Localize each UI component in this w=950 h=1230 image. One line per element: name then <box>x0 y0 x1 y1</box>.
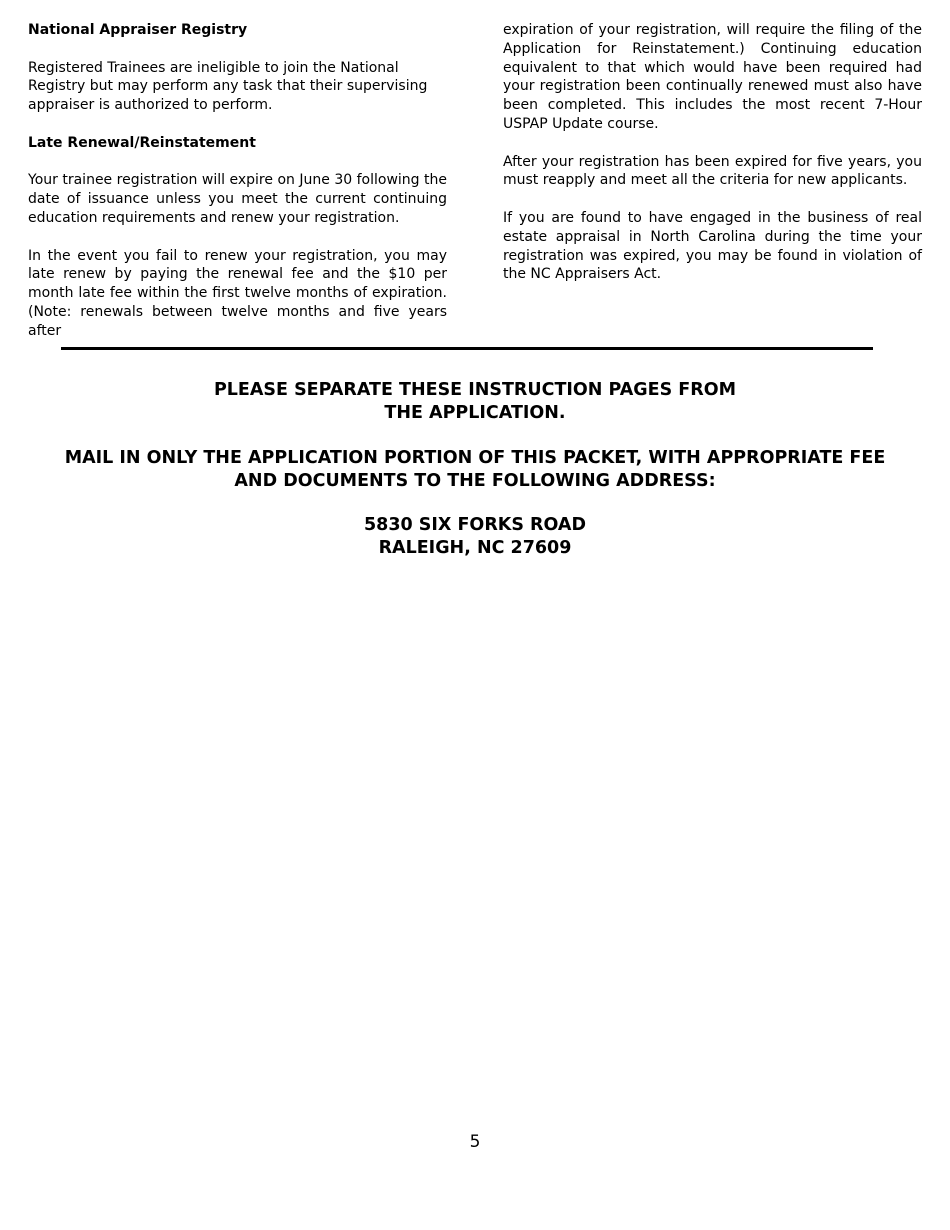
right-column <box>503 21 922 284</box>
separate-line-1: PLEASE SEPARATE THESE INSTRUCTION PAGES FROM <box>213 380 737 400</box>
page-number: 5 <box>469 1132 481 1152</box>
mail-line-1: MAIL IN ONLY THE APPLICATION PORTION OF THIS PACKET, WITH APPROPRIATE FEE <box>64 448 886 468</box>
late-renewal-heading: Late Renewal/Reinstatement <box>28 134 256 151</box>
left-column <box>28 21 447 341</box>
late-renew-text: In the event you fail to renew your registration, you may late renew by paying the renewal fee and the $10 per month late fee within the first twelve months of expiration. (Note: renewals between twelve months and five years after <box>28 247 447 339</box>
address-line-1: 5830 SIX FORKS ROAD <box>363 515 586 535</box>
separate-notice <box>0 379 950 424</box>
expiration-text: Your trainee registration will expire on June 30 following the date of issuance unless you meet the current continuing education requirements and renew your registration. <box>28 172 447 226</box>
mail-notice <box>0 447 950 492</box>
separate-line-2: THE APPLICATION. <box>384 402 566 423</box>
section-divider <box>61 347 873 350</box>
reinstatement-text: expiration of your registration, will require the filing of the Application for Reinstatement.) Continuing education equivalent to that which would have been required had your registration been continually renewed must also have been completed. This includes the most recent 7-Hour USPAP Update course. <box>503 22 922 132</box>
address-line-2: RALEIGH, NC 27609 <box>378 537 572 558</box>
mailing-address <box>0 514 950 559</box>
registry-text: Registered Trainees are ineligible to join the National Registry but may perform any task that their supervising appraiser is authorized to perform. <box>28 59 428 114</box>
mail-line-2: AND DOCUMENTS TO THE FOLLOWING ADDRESS: <box>234 470 716 491</box>
five-years-text: After your registration has been expired for five years, you must reapply and meet all the criteria for new applicants. <box>503 153 922 189</box>
registry-heading: National Appraiser Registry <box>28 22 248 38</box>
violation-text: If you are found to have engaged in the business of real estate appraisal in North Carolina during the time your registration was expired, you may be found in violation of the NC Appraisers Act. <box>503 209 922 283</box>
